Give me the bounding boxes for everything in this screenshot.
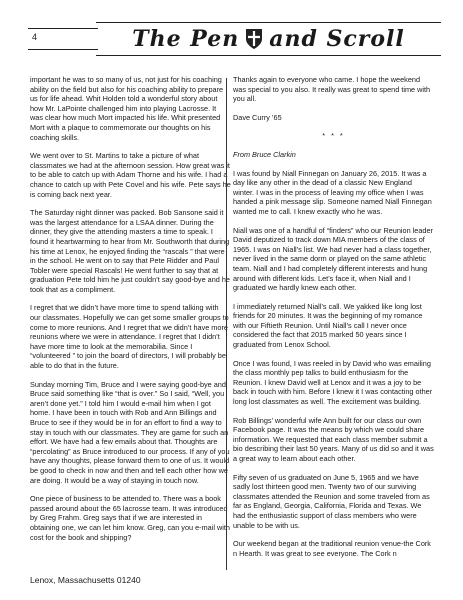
- section-separator: * * *: [322, 131, 345, 141]
- article-paragraph: The Saturday night dinner was packed. Bob Sansone said it was the largest attendance for a LSAA dinner. During the dinner, they give the attending masters a time to speak. I found it heartwarming to hear from Mr. Southworth that during his time at Lenox, he enjoyed finding the “rascals ” that were in the school. He went on to say that Pete Ridder and Paul Tobler were special Rascals! He went further to say that at graduation Pete told him he just couldn’t say good-bye and he took that as a compliment.: [30, 208, 230, 294]
- article-paragraph: Niall was one of a handful of “finders” who our Reunion leader David deputized to track down MIA members of the class of 1965. I was on Niall’s list. We had never had a class together, never lived in the same dorm or played on the same athletic team. Niall and I had completely different interests and hung around with different kids. Let’s face it, when Niall and I graduated we hardly knew each other.: [233, 225, 433, 293]
- article-paragraph: important he was to so many of us, not just for his coaching ability on the field but also for his coaching ability to prepare us for life ahead. Whit Holden told a wonderful story about how Mr. LaPointe challenged him into playing Lacrosse. It was clear how much Mort impacted his life. Whit presented Mort with a plaque to commemorate our thoughts on his coaching skills.: [30, 75, 224, 142]
- article-paragraph: I was found by Niall Finnegan on January 26, 2015. It was a day like any other in the dead of a classic New England winter. I was in the process of leaving my office when I was handed a pink message slip. Someone named Niall Finnegan wanted me to call. I knew exactly who he was.: [233, 168, 432, 216]
- footer-location: Lenox, Massachusetts 01240: [30, 575, 141, 585]
- article-paragraph: Fifty seven of us graduated on June 5, 1965 and we have sadly lost thirteen good men. Twenty two of our surviving classmates attended the Reunion and some traveled from as far as England, Georgia, California, Florida and Texas. We had the enthusiastic support of class members who were unable to be with us.: [233, 472, 430, 530]
- article-paragraph: I regret that we didn’t have more time to spend talking with our classmates. Hopefully we can get some smaller groups to come to more reunions. And I regret that we didn’t have more reunions where we were in attendance. I regret that I didn’t have more time to look at the memorabilia. Since I “volunteered ” to join the board of directors, I will probably be able to do that in the future.: [30, 303, 229, 371]
- article-paragraph: Sunday morning Tim, Bruce and I were saying good-bye and Bruce said something like “that is over.” So I said, “Well, you aren’t done yet.” I told him I would e-mail him when I got home. I have been in touch with Rob and Ann Billings and Bruce to see if they would be in for an effort to find a way to stay in touch with our classmates. They are game for such an effort. We have had a few emails about that. Thoughts are “percolating” as Bruce introduced to our process. If any of you have any thoughts, please forward them to one of us. It would be good to check in now and then and tell each other how we are doing. It would be a way of staying in touch now.: [30, 379, 230, 485]
- column-divider: [226, 78, 227, 570]
- title-left: The Pen: [132, 26, 240, 52]
- left-column: [30, 75, 231, 551]
- title-right: and Scroll: [269, 26, 405, 52]
- article-paragraph: We went over to St. Martins to take a picture of what classmates we had at the afternoon session. How great was it to be able to catch up with Adam Thorne and his wife. I had a chance to catch up with Pete Covel and his wife. Pete says he is coming back next year.: [30, 151, 231, 199]
- byline: From Bruce Clarkin: [233, 149, 296, 159]
- article-paragraph: One piece of business to be attended to. There was a book passed around about the 65 lacrosse team. It was introduced by Greg Frahm. Greg says that if we are interested in obtaining one, we can let him know. Greg, can you e-mail with cost for the book and shipping?: [30, 494, 230, 542]
- right-column: [233, 75, 434, 567]
- masthead-header: [28, 24, 438, 58]
- article-paragraph: Rob Billings’ wonderful wife Ann built for our class our own Facebook page. It was the means by which we could share information. We requested that each class member submit a bio describing their last 50 years. Many of us did so and it was a great way to learn about each other.: [233, 415, 434, 463]
- page-number-box: [28, 28, 98, 50]
- closing-paragraph: Thanks again to everyone who came. I hope the weekend was special to you also. It really was great to spend time with you all.: [233, 75, 431, 104]
- article-paragraph: Once I was found, I was reeled in by David who was emailing the class monthly pep talks to build enthusiasm for the Reunion. I knew David well at Lenox and it was a joy to be back in touch with him. Before I knew it I was contacting other long lost classmates as well. The excitement was building.: [233, 358, 433, 407]
- signature: Dave Curry ’65: [233, 112, 282, 122]
- newsletter-title: [96, 22, 441, 56]
- shield-crest-icon: [245, 28, 263, 50]
- article-paragraph: I immediately returned Niall’s call. We yakked like long lost friends for 20 minutes. It was the beginning of my romance with our Fiftieth Reunion. Until Niall’s call I never once considered the fact that 2015 marked 50 years since I graduated from Lenox School.: [233, 301, 423, 350]
- page-number: 4: [32, 32, 38, 42]
- article-paragraph: Our weekend began at the traditional reunion venue-the Cork n Hearth. It was great to see everyone. The Cork n: [233, 539, 431, 558]
